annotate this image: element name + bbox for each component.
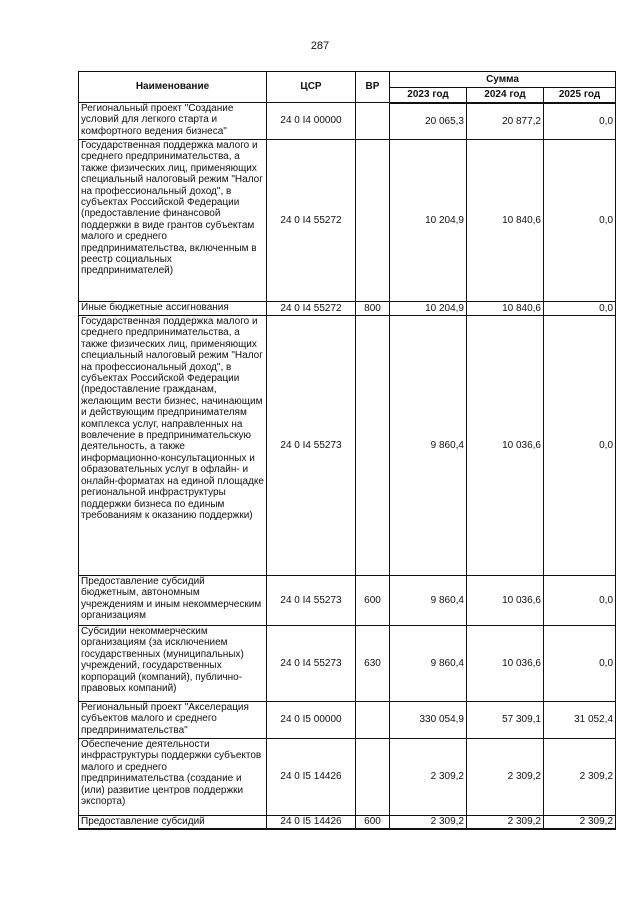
row-2025: 2 309,2 xyxy=(544,816,616,829)
row-2023: 330 054,9 xyxy=(390,702,467,739)
table-row xyxy=(79,739,616,816)
row-name: Государственная поддержка малого и среднего предпринимательства, а также физических лиц, применяющих специальный налоговый режим "Налог на профессиональный доход", в субъектах Российской Федерации (предоставление финансовой поддержки в виде грантов субъектам малого и среднего предпринимательства, включенным в реестр социальных предпринимателей) xyxy=(79,140,267,302)
row-vr xyxy=(356,316,390,576)
header-2024: 2024 год xyxy=(467,88,544,103)
row-name: Региональный проект "Акселерация субъектов малого и среднего предпринимательства" xyxy=(79,702,267,739)
row-2024: 10 840,6 xyxy=(467,140,544,302)
row-vr: 600 xyxy=(356,816,390,829)
row-2023: 2 309,2 xyxy=(390,816,467,829)
table-row xyxy=(79,702,616,739)
row-2025: 0,0 xyxy=(544,626,616,702)
row-2023: 9 860,4 xyxy=(390,316,467,576)
row-2024: 10 036,6 xyxy=(467,576,544,626)
header-name: Наименование xyxy=(79,72,267,103)
row-csr: 24 0 I5 00000 xyxy=(267,702,356,739)
row-name: Региональный проект "Создание условий для легкого старта и комфортного ведения бизнеса" xyxy=(79,103,267,140)
row-csr: 24 0 I4 55273 xyxy=(267,316,356,576)
row-csr: 24 0 I5 14426 xyxy=(267,739,356,816)
page-number: 287 xyxy=(310,40,330,52)
row-csr: 24 0 I4 00000 xyxy=(267,103,356,140)
row-vr xyxy=(356,702,390,739)
row-2025: 0,0 xyxy=(544,103,616,140)
budget-table xyxy=(78,71,616,830)
table-row xyxy=(79,103,616,140)
row-name: Субсидии некоммерческим организациям (за исключением государственных (муниципальных) учреждений, государственных корпораций (компаний), публично-правовых компаний) xyxy=(79,626,267,702)
row-2025: 0,0 xyxy=(544,302,616,316)
table-row xyxy=(79,316,616,576)
table-row xyxy=(79,816,616,829)
row-2025: 2 309,2 xyxy=(544,739,616,816)
row-name: Обеспечение деятельности инфраструктуры поддержки субъектов малого и среднего предпринимательства (создание и (или) развитие центров поддержки экспорта) xyxy=(79,739,267,816)
row-2025: 0,0 xyxy=(544,316,616,576)
row-2024: 10 036,6 xyxy=(467,316,544,576)
header-csr: ЦСР xyxy=(267,72,356,103)
row-vr xyxy=(356,739,390,816)
row-2024: 2 309,2 xyxy=(467,816,544,829)
row-2024: 20 877,2 xyxy=(467,103,544,140)
row-name: Иные бюджетные ассигнования xyxy=(79,302,267,316)
row-2023: 20 065,3 xyxy=(390,103,467,140)
row-2025: 0,0 xyxy=(544,140,616,302)
row-csr: 24 0 I4 55273 xyxy=(267,626,356,702)
row-csr: 24 0 I4 55272 xyxy=(267,140,356,302)
row-vr xyxy=(356,103,390,140)
table-row xyxy=(79,140,616,302)
row-name: Государственная поддержка малого и среднего предпринимательства, а также физических лиц, применяющих специальный налоговый режим "Налог на профессиональный доход", в субъектах Российской Федерации (предоставление гражданам, желающим вести бизнес, начинающим и действующим предпринимателям комплекса услуг, направленных на вовлечение в предпринимательскую деятельность, а также информационно-консультационных и образовательных услуг в офлайн- и онлайн-форматах на единой площадке региональной инфраструктуры поддержки бизнеса по единым требованиям к оказанию поддержки) xyxy=(79,316,267,576)
header-2023: 2023 год xyxy=(390,88,467,103)
row-csr: 24 0 I5 14426 xyxy=(267,816,356,829)
row-2023: 9 860,4 xyxy=(390,626,467,702)
table-row xyxy=(79,576,616,626)
row-name: Предоставление субсидий xyxy=(79,816,267,829)
row-vr: 600 xyxy=(356,576,390,626)
header-vr: ВР xyxy=(356,72,390,103)
row-2024: 57 309,1 xyxy=(467,702,544,739)
row-2023: 10 204,9 xyxy=(390,140,467,302)
row-name: Предоставление субсидий бюджетным, автономным учреждениям и иным некоммерческим организациям xyxy=(79,576,267,626)
row-2025: 31 052,4 xyxy=(544,702,616,739)
row-2025: 0,0 xyxy=(544,576,616,626)
row-vr: 800 xyxy=(356,302,390,316)
row-csr: 24 0 I4 55273 xyxy=(267,576,356,626)
row-2024: 10 840,6 xyxy=(467,302,544,316)
row-2023: 9 860,4 xyxy=(390,576,467,626)
row-2023: 2 309,2 xyxy=(390,739,467,816)
row-2023: 10 204,9 xyxy=(390,302,467,316)
table-row xyxy=(79,302,616,316)
row-vr: 630 xyxy=(356,626,390,702)
row-2024: 10 036,6 xyxy=(467,626,544,702)
table-row xyxy=(79,626,616,702)
row-vr xyxy=(356,140,390,302)
row-csr: 24 0 I4 55272 xyxy=(267,302,356,316)
header-sum: Сумма xyxy=(390,72,616,88)
row-2024: 2 309,2 xyxy=(467,739,544,816)
header-2025: 2025 год xyxy=(544,88,616,103)
